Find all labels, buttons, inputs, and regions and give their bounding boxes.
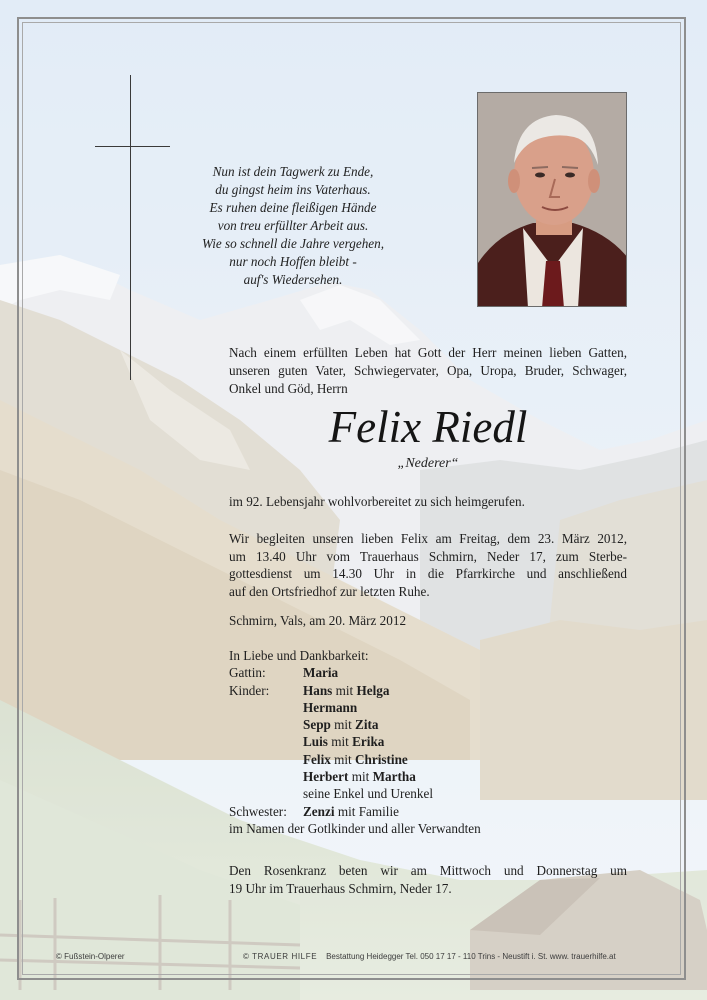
- spouse-name: Maria: [303, 665, 339, 681]
- child-name: Sepp: [303, 717, 331, 733]
- cross-icon-bar: [95, 146, 170, 147]
- child-name: Hans: [303, 682, 333, 698]
- footer-info: [243, 952, 616, 961]
- child-row: [229, 682, 627, 699]
- child-partner: Martha: [372, 769, 416, 785]
- child-name: Felix: [303, 751, 331, 767]
- deceased-name: Felix Riedl: [328, 402, 528, 452]
- child-row: [229, 751, 627, 768]
- child-name: Hermann: [303, 699, 358, 715]
- child-conj: mit: [327, 734, 353, 750]
- intro-text: Nach einem erfüllten Leben hat Gott der Herr meinen lieben Gatten, unseren guten Vater, Schwiegervater, Opa, Uropa, Bruder, Schwager, Onkel und Göd, Herrn: [229, 345, 627, 396]
- deceased-nickname: „Nederer“: [397, 456, 459, 471]
- sister-name: Zenzi: [303, 803, 335, 819]
- spouse-row: [229, 664, 627, 681]
- funeral-details-line: um 13.40 Uhr vom Trauerhaus Schmirn, Neder 17, zum Sterbe-: [229, 548, 627, 564]
- child-partner: Christine: [355, 751, 408, 767]
- child-conj: mit: [348, 769, 373, 785]
- child-conj: mit: [330, 751, 356, 767]
- grandchildren-text: seine Enkel und Urenkel: [303, 786, 434, 802]
- poem-line: nur noch Hoffen bleibt -: [229, 254, 357, 269]
- cross-icon: [130, 75, 131, 380]
- child-conj: mit: [330, 717, 356, 733]
- brand-logo: © TRAUER HILFE: [243, 952, 318, 961]
- funeral-details-line: auf den Ortsfriedhof zur letzten Ruhe.: [229, 583, 430, 599]
- child-partner: Zita: [355, 717, 379, 733]
- spouse-label: Gattin:: [229, 665, 266, 681]
- funeral-details: [229, 530, 627, 600]
- poem-line: Wie so schnell die Jahre vergehen,: [201, 236, 385, 251]
- child-partner: Erika: [352, 734, 385, 750]
- child-row: [229, 699, 627, 716]
- sister-suffix: mit Familie: [334, 803, 399, 819]
- poem-line: auf's Wiedersehen.: [243, 272, 343, 287]
- child-row: [229, 768, 627, 785]
- death-notice-text: im 92. Lebensjahr wohlvorbereitet zu sich heimgerufen.: [229, 494, 525, 509]
- poem-line: von treu erfüllter Arbeit aus.: [217, 218, 369, 233]
- sister-label: Schwester:: [229, 803, 287, 819]
- child-name: Luis: [303, 734, 328, 750]
- grandchildren-row: [229, 785, 627, 802]
- poem: [168, 163, 418, 289]
- poem-line: du gingst heim ins Vaterhaus.: [215, 182, 371, 197]
- photo-credit: © Fußstein-Olperer: [56, 952, 125, 961]
- mourners-heading: In Liebe und Dankbarkeit:: [229, 648, 369, 663]
- poem-line: Nun ist dein Tagwerk zu Ende,: [212, 164, 374, 179]
- relatives-text: im Namen der Gotlkinder und aller Verwandten: [229, 820, 481, 836]
- funeral-details-line: Wir begleiten unseren lieben Felix am Freitag, dem 23. März 2012,: [229, 531, 627, 546]
- sister-row: [229, 803, 627, 820]
- contact-info: Bestattung Heidegger Tel. 050 17 17 - 110 Trins - Neustift i. St. www. trauerhilfe.at: [326, 952, 616, 961]
- rosary-notice-line: Den Rosenkranz beten wir am Mittwoch und Donnerstag um: [229, 863, 627, 878]
- place-date: Schmirn, Vals, am 20. März 2012: [229, 613, 407, 628]
- child-conj: mit: [332, 682, 357, 698]
- portrait-photo: [477, 92, 627, 307]
- mourners-list: [229, 647, 627, 837]
- child-partner: Helga: [356, 682, 390, 698]
- children-label: Kinder:: [229, 682, 270, 698]
- child-row: [229, 716, 627, 733]
- child-name: Herbert: [303, 769, 349, 785]
- rosary-notice-line: 19 Uhr im Trauerhaus Schmirn, Neder 17.: [229, 881, 452, 896]
- funeral-details-line: gottesdienst um 14.30 Uhr in die Pfarrkirche und anschließend: [229, 566, 627, 582]
- child-row: [229, 733, 627, 750]
- rosary-notice: [229, 862, 627, 898]
- poem-line: Es ruhen deine fleißigen Hände: [209, 200, 377, 215]
